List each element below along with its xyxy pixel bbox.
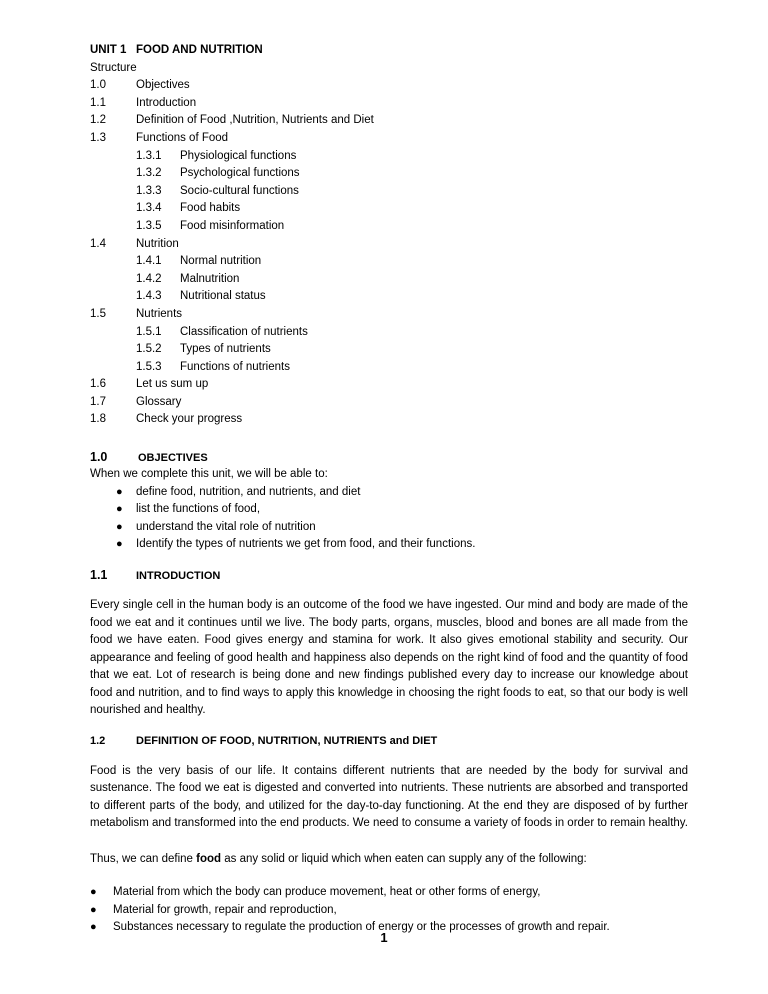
toc-subitem: 1.4.2 Malnutrition xyxy=(136,272,240,285)
toc-subitem: 1.5.1 Classification of nutrients xyxy=(136,325,308,338)
toc-item: 1.6 Let us sum up xyxy=(90,378,209,391)
toc-subitem: 1.3.4 Food habits xyxy=(136,202,241,215)
unit-label: UNIT 1 xyxy=(90,44,127,56)
definition-heading: 1.2 DEFINITION OF FOOD, NUTRITION, NUTRIENTS and DIET xyxy=(90,734,438,747)
food-term: food xyxy=(196,852,222,865)
list-item: ● define food, nutrition, and nutrients, and diet xyxy=(90,484,688,502)
list-item: ● Material from which the body can produce movement, heat or other forms of energy, xyxy=(90,884,688,902)
toc-subitem: 1.3.5 Food misinformation xyxy=(136,219,285,232)
bullet-icon: ● xyxy=(90,921,97,934)
bullet-icon: ● xyxy=(90,886,97,899)
introduction-body: Every single cell in the human body is an outcome of the food we have ingested. Our mind and body are made of the food we eat and it continues until we live. The body parts, organs, muscles, blood and bones are all made from the food we have eaten. Food gives energy and stamina for work. It also gives emotional stability and security. Our appearance and feeling of good health and happiness also depends on the right kind of food and the quantity of food that we eat. Lot of research is being done and new findings published every day to increase our knowledge about food and nutrition, and to find ways to apply this knowledge in choosing the right foods to eat, so that our body is well nourished and healthy. xyxy=(90,599,688,717)
structure-label: Structure xyxy=(90,61,137,74)
bullet-icon: ● xyxy=(116,485,123,498)
unit-name: FOOD AND NUTRITION xyxy=(136,44,263,56)
food-definition-sentence: Thus, we can define food as any solid or liquid which when eaten can supply any of the following: xyxy=(90,852,587,865)
document-page xyxy=(90,42,688,937)
food-definition-list xyxy=(90,884,688,937)
table-of-contents xyxy=(90,77,688,429)
list-item: ● Identify the types of nutrients we get from food, and their functions. xyxy=(90,536,688,554)
list-item: ● list the functions of food, xyxy=(90,501,688,519)
toc-item: 1.0 Objectives xyxy=(90,79,190,92)
toc-subitem: 1.4.3 Nutritional status xyxy=(136,290,266,303)
toc-subitem: 1.5.2 Types of nutrients xyxy=(136,343,271,356)
definition-body: Food is the very basis of our life. It contains different nutrients that are needed by the body for survival and sustenance. The food we eat is digested and converted into nutrients. These nutrients are absorbed and transported to different parts of the body, and utilized for the day-to-day functioning. At the end they are disposed of by further metabolism and transformed into the end products. We need to consume a variety of foods in order to remain healthy. xyxy=(90,764,688,830)
toc-item: 1.3 Functions of Food xyxy=(90,131,229,144)
toc-item: 1.8 Check your progress xyxy=(90,413,243,426)
list-item: ● understand the vital role of nutrition xyxy=(90,519,688,537)
bullet-icon: ● xyxy=(116,520,123,533)
toc-item: 1.1 Introduction xyxy=(90,96,197,109)
bullet-icon: ● xyxy=(116,503,123,516)
list-item: ● Material for growth, repair and reproduction, xyxy=(90,902,688,920)
bullet-icon: ● xyxy=(116,538,123,551)
toc-item: 1.4 Nutrition xyxy=(90,237,179,250)
objectives-list xyxy=(90,484,688,554)
list-item: ● Substances necessary to regulate the production of energy or the processes of growth and repair. xyxy=(90,919,688,937)
toc-subitem: 1.3.2 Psychological functions xyxy=(136,167,300,180)
toc-item: 1.7 Glossary xyxy=(90,395,182,408)
bullet-icon: ● xyxy=(90,903,97,916)
introduction-heading: 1.1 INTRODUCTION xyxy=(90,568,221,583)
toc-subitem: 1.3.3 Socio-cultural functions xyxy=(136,184,299,197)
toc-subitem: 1.3.1 Physiological functions xyxy=(136,149,297,162)
toc-subitem: 1.5.3 Functions of nutrients xyxy=(136,360,290,373)
page-number: 1 xyxy=(380,930,388,945)
unit-title xyxy=(90,42,688,60)
objectives-heading: 1.0 OBJECTIVES xyxy=(90,450,208,465)
objectives-intro: When we complete this unit, we will be able to: xyxy=(90,468,328,481)
toc-item: 1.2 Definition of Food ,Nutrition, Nutrients and Diet xyxy=(90,114,374,127)
toc-item: 1.5 Nutrients xyxy=(90,307,183,320)
toc-subitem: 1.4.1 Normal nutrition xyxy=(136,255,262,268)
